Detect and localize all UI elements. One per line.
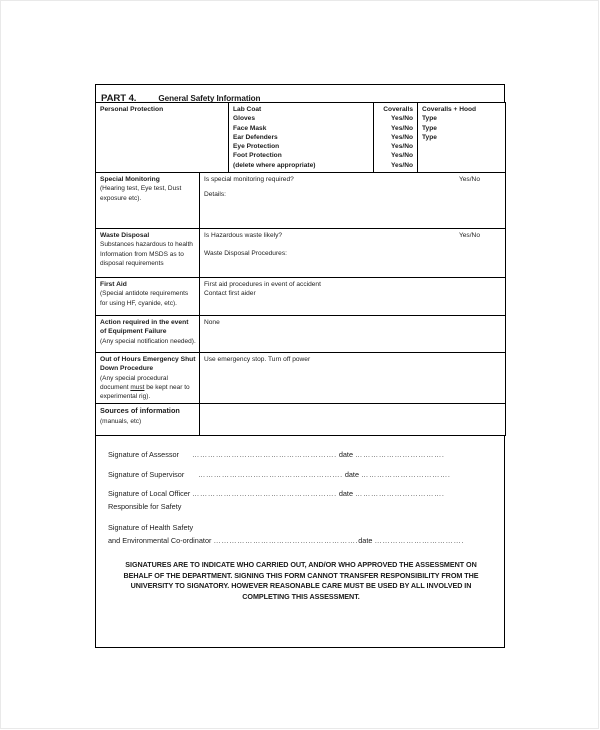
special-monitoring-label: Special Monitoring [100, 176, 160, 184]
sources-label: Sources of information [100, 406, 180, 416]
coveralls-value: Yes/No [391, 143, 413, 151]
special-monitoring-answer[interactable]: Yes/No [458, 176, 480, 184]
waste-disposal-answer[interactable]: Yes/No [458, 232, 480, 240]
sources-note: (manuals, etc) [100, 417, 142, 425]
table-row-sources [96, 404, 506, 436]
waste-disposal-note: Substances hazardous to health Information from MSDS as to disposal requirements [100, 241, 193, 267]
ppe-label-cell [96, 103, 229, 173]
signature-label-supervisor: Signature of Supervisor [108, 469, 185, 479]
date-dots[interactable]: ……………………………. [355, 489, 445, 499]
date-label: date [338, 450, 354, 460]
ppe-label: Personal Protection [100, 106, 164, 113]
coveralls-value: Yes/No [391, 152, 413, 160]
equipment-failure-note: (Any special notification needed). [100, 337, 196, 345]
first-aid-content-line1: First aid procedures in event of accident [204, 281, 321, 289]
emergency-shutdown-note-before: (Any special procedural document [100, 374, 168, 391]
date-dots[interactable]: ……………………………. [361, 469, 451, 479]
first-aid-note: (Special antidote requirements for using HF, cyanide, etc). [100, 290, 189, 307]
table-row-equipment-failure [96, 316, 506, 353]
part-number: PART 4. [101, 93, 137, 104]
coveralls-value: Yes/No [391, 115, 413, 123]
special-monitoring-question-row [204, 175, 502, 184]
ppe-items-cell [229, 103, 374, 173]
safety-assessment-form [95, 84, 505, 648]
first-aid-content-line2: Contact first aider [204, 290, 256, 298]
ppe-coveralls-cell [374, 103, 418, 173]
signature-dots[interactable]: ………………………………………………. [213, 535, 359, 545]
part-title: General Safety Information [158, 94, 261, 103]
hood-value: Type [422, 133, 437, 141]
signature-row-local-officer [108, 489, 492, 500]
signature-row-health-safety: Signature of Health Safety [108, 523, 194, 533]
signature-block [95, 436, 505, 647]
ppe-item: Lab Coat [233, 106, 262, 113]
signature-row-assessor [108, 450, 492, 461]
coveralls-value: Yes/No [391, 161, 413, 169]
date-label: date [358, 535, 373, 545]
date-label: date [344, 469, 360, 479]
special-monitoring-label-cell [96, 173, 200, 229]
table-row-special-monitoring [96, 173, 506, 229]
waste-disposal-question-row [204, 231, 502, 240]
ppe-hood-cell [418, 103, 506, 173]
table-row-waste-disposal [96, 229, 506, 278]
ppe-item-note: (delete where appropriate) [233, 161, 316, 169]
table-row-personal-protection [96, 103, 506, 173]
signature-row-supervisor [108, 470, 492, 481]
table-row-first-aid [96, 278, 506, 316]
emergency-shutdown-label: Out of Hours Emergency Shut Down Procedure [100, 356, 196, 373]
emergency-shutdown-note-after: be kept near to experimental rig). [100, 383, 190, 401]
signature-label-assessor: Signature of Assessor [108, 450, 179, 460]
sources-content-cell [200, 404, 506, 436]
signature-label-health-safety: and Environmental Co-ordinator [108, 535, 212, 545]
waste-disposal-label-cell [96, 229, 200, 278]
coveralls-value: Yes/No [391, 124, 413, 132]
first-aid-label-cell [96, 278, 200, 316]
ppe-item: Eye Protection [233, 143, 280, 151]
coveralls-value: Yes/No [391, 133, 413, 141]
equipment-failure-label: Action required in the event of Equipment Failure [100, 319, 189, 336]
ppe-item: Foot Protection [233, 152, 282, 160]
table-row-emergency-shutdown [96, 353, 506, 404]
special-monitoring-details-label: Details: [204, 191, 226, 199]
equipment-failure-content: None [204, 319, 220, 327]
emergency-shutdown-content-cell [200, 353, 506, 404]
date-label: date [338, 489, 354, 499]
signature-dots[interactable]: ………………………………………………. [192, 450, 337, 460]
signature-dots[interactable]: ………………………………………………. [192, 489, 337, 499]
signature-dots[interactable]: ………………………………………………. [198, 469, 343, 479]
date-dots[interactable]: ……………………………. [355, 450, 445, 460]
emergency-shutdown-label-cell [96, 353, 200, 404]
hood-value: Type [422, 115, 437, 123]
date-dots[interactable]: ……………………………. [374, 535, 464, 545]
ppe-item: Ear Defenders [233, 133, 278, 141]
first-aid-content-cell [200, 278, 506, 316]
waste-disposal-label: Waste Disposal [100, 232, 150, 240]
waste-disposal-procedures-label: Waste Disposal Procedures: [204, 250, 287, 258]
hood-value: Type [422, 124, 437, 132]
emergency-shutdown-note-emphasis: must [130, 383, 145, 391]
signature-row-health-safety-second [108, 536, 492, 547]
signature-subline-local-officer: Responsible for Safety [108, 501, 182, 511]
signature-label-local-officer: Signature of Local Officer [108, 489, 191, 499]
coveralls-header: Coveralls [383, 106, 413, 113]
waste-disposal-question: Is Hazardous waste likely? [204, 232, 283, 240]
emergency-shutdown-content: Use emergency stop. Turn off power [204, 356, 311, 364]
special-monitoring-content-cell [200, 173, 506, 229]
special-monitoring-question: Is special monitoring required? [204, 176, 294, 184]
declaration-text: SIGNATURES ARE TO INDICATE WHO CARRIED OUT, AND/OR WHO APPROVED THE ASSESSMENT ON BEHALF OF THE DEPARTMENT. SIGNING THIS FORM CANNOT TRANSFER RESPONSIBILITY FROM THE UNIVERSITY TO SIGNATORY. HOWEVER REASONABLE CARE MUST BE USED BY ALL INVOLVED IN COMPLETING THIS ASSESSMENT. [123, 560, 479, 602]
form-table [95, 102, 506, 436]
equipment-failure-content-cell [200, 316, 506, 353]
hood-header: Coveralls + Hood [422, 106, 477, 113]
waste-disposal-content-cell [200, 229, 506, 278]
ppe-item: Gloves [233, 115, 255, 123]
first-aid-label: First Aid [100, 281, 127, 289]
equipment-failure-label-cell [96, 316, 200, 353]
emergency-shutdown-note [100, 374, 196, 402]
sources-label-cell [96, 404, 200, 436]
special-monitoring-note: (Hearing test, Eye test, Dust exposure etc). [100, 185, 182, 202]
ppe-item: Face Mask [233, 124, 267, 132]
part-header-banner [95, 84, 505, 102]
